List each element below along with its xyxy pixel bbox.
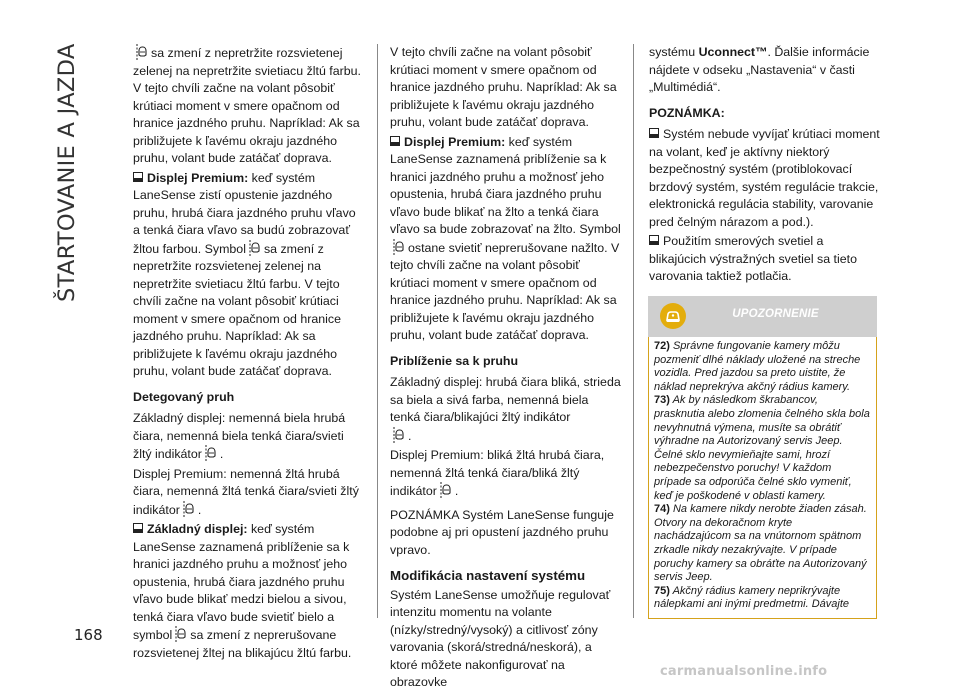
section-heading: Modifikácia nastavení systému [390,568,586,583]
lane-assist-icon [183,501,195,518]
paragraph: Základný displej: hrubá čiara bliká, strieda sa biela a sivá farba, nemenná biela tenká čiara/blikajúci žltý indikátor . [390,375,621,443]
warning-body [654,340,870,612]
paragraph: Displej Premium: bliká žltá hrubá čiara, nemenná žltá tenká čiara/bliká žltý indikátor . [390,448,605,498]
square-bullet-icon [390,136,400,146]
paragraph: Systém LaneSense umožňuje regulovať intenzitu momentu na volante (nízky/stredný/vysoký) a citlivosť zóny varovania (skorá/stredná/neskorá), a ktoré môžete nakonfigurovať na obrazovke [390,587,611,689]
warning-item: 75) Akčný rádius kamery neprikrývajte nálepkami ani inými predmetmi. Dávajte [654,584,850,611]
text-column-2 [390,44,622,694]
paragraph: sa zmení z nepretržite rozsvietenej zelenej na nepretržite svietiacu žltú farbu. V tejto chvíli začne na volant pôsobiť krútiaci moment v smere opačnom od hranice jazdného pruhu. Napríklad: Ak sa približujete k ľavému okraju jazdného pruhu, volant bude zatáčať doprava. [133,46,361,165]
column-divider [633,44,634,618]
warning-header [648,296,877,337]
lane-assist-icon [175,626,187,643]
square-bullet-icon [649,235,659,245]
bullet-item: Použitím smerových svetiel a blikajúcich výstražných svetiel sa tieto varovania taktiež potlačia. [649,234,857,283]
lane-assist-icon [393,427,405,444]
text-column-1 [133,44,365,664]
paragraph: Displej Premium: keď systém LaneSense zaznamená priblíženie sa k hranici jazdného pruhu a možnosť jeho opustenia, hrubá čiara jazdného pruhu vľavo bude blikať na žlto a tenká čiara vľavo sa bude zobrazovať na žlto. Symbol ostane svietiť neprerušovane nažlto. V tejto chvíli začne na volant pôsobiť krútiaci moment v smere opačnom od hranice jazdného pruhu. Napríklad: Ak sa približujete k ľavému okraju jazdného pruhu, volant bude zatáčať doprava. [390,134,621,342]
square-bullet-icon [133,172,143,182]
square-bullet-icon [133,523,143,533]
note-paragraph: POZNÁMKA Systém LaneSense funguje podobne aj pri opustení jazdného pruhu vpravo. [390,507,614,557]
paragraph: Displej Premium: nemenná žltá hrubá čiara, nemenná žltá tenká čiara/svieti žltý indikátor . [133,466,359,517]
paragraph: Displej Premium: keď systém LaneSense zistí opustenie jazdného pruhu, hrubá čiara jazdného pruhu vľavo a tenká čiara vľavo sa budú zobrazovať žltou farbou. Symbol sa zmení z nepretržite rozsvietenej zelenej na nepretržite svietiacu žltú farbu. V tejto chvíli začne na volant pôsobiť krútiaci moment v smere opačnom od hranice jazdného pruhu. Napríklad: Ak sa približujete k ľavému okraju jazdného pruhu, volant bude zatáčať doprava. [133,170,356,378]
lane-assist-icon [205,445,217,462]
subheading: Priblíženie sa k pruhu [390,353,519,368]
warning-box [648,337,877,619]
paragraph: Základný displej: nemenná biela hrubá čiara, nemenná biela tenká čiara/svieti žltý indikátor . [133,411,346,461]
paragraph: V tejto chvíli začne na volant pôsobiť krútiaci moment v smere opačnom od hranice jazdného pruhu. Napríklad: Ak sa približujete k ľavému okraju jazdného pruhu, volant bude zatáčať doprava. [390,45,617,129]
page-number: 168 [74,626,103,644]
lane-assist-icon [393,239,405,256]
square-bullet-icon [649,128,659,138]
paragraph: Základný displej: keď systém LaneSense zaznamená priblíženie sa k hranici jazdného pruhu a možnosť jeho opustenia, hrubá čiara jazdného pruhu vľavo bude blikať medzi bielou a sivou, tenká čiara vľavo bude svietiť bielo a symbol sa zmení z neprerušovane rozsvietenej žltej na blikajúcu žltú farbu. [133,522,352,660]
lane-assist-icon [136,44,148,61]
chapter-title: ŠTARTOVANIE A JAZDA [54,43,80,302]
warning-item: 72) Správne fungovanie kamery môžu pozmeniť dlhé náklady uložené na streche vozidla. Pred jazdou sa preto uistite, že náklad neprekrýva akčný rádius kamery. [654,340,861,393]
bullet-item: Systém nebude vyvíjať krútiaci moment na volant, keď je aktívny niektorý bezpečnostný systém (protiblokovací brzdový systém, systém regulácie trakcie, elektronická regulácia stability, varovanie pred čelným nárazom a pod.). [649,127,880,229]
paragraph: systému Uconnect™. Ďalšie informácie nájdete v odseku „Nastavenia“ v časti „Multimédiá“. [649,45,870,94]
warning-item: 73) Ak by následkom škrabancov, prasknutia alebo zlomenia čelného skla bola nevyhnutná výmena, musíte sa obrátiť výhradne na Autorizovaný servis Jeep. Čelné sklo nevymieňajte sami, hrozí nebezpečenstvo poruchy! V každom prípade sa odporúča čelné sklo vymeniť, keď je poškodené v oblasti kamery. [654,394,870,502]
text-column-3 [649,44,881,288]
lane-assist-icon [440,482,452,499]
subheading: Detegovaný pruh [133,389,235,404]
warning-item: 74) Na kamere nikdy nerobte žiaden zásah. Otvory na dekoračnom kryte nachádzajúcom sa na vnútornom spätnom zrkadle nikdy nezakrývajte. V prípade poruchy kamery sa obráťte na Autorizovaný servis Jeep. [654,503,867,584]
lane-assist-icon [249,240,261,257]
column-divider [377,44,378,618]
warning-title: UPOZORNENIE [732,308,819,320]
watermark: carmanualsonline.info [660,664,828,679]
note-heading: POZNÁMKA: [649,105,725,120]
